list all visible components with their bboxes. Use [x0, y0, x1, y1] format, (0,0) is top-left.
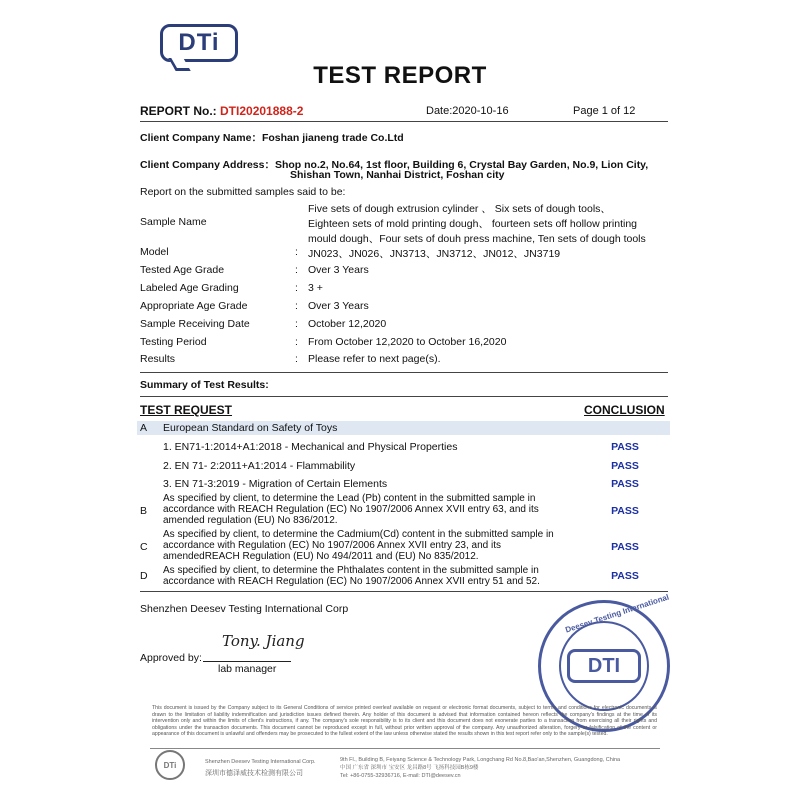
approver-role: lab manager [218, 663, 277, 675]
field-label: Tested Age Grade [140, 264, 225, 276]
sample-name-line: Five sets of dough extrusion cylinder 、 Six sets of dough tools、 [308, 203, 611, 215]
result-badge: PASS [611, 570, 639, 582]
result-badge: PASS [611, 541, 639, 553]
field-value: Please refer to next page(s). [308, 353, 441, 365]
conclusion-header: CONCLUSION [584, 403, 665, 417]
field-value: 3 + [308, 282, 323, 294]
request-line: amended regulation (EU) No 836/2012. [163, 515, 338, 526]
field-value: JN023、JN026、JN3713、JN3712、JN012、JN3719 [308, 248, 561, 260]
section-letter: D [140, 570, 148, 582]
section-rule [140, 591, 668, 592]
logo-text: DTi [178, 29, 220, 56]
section-rule [140, 396, 668, 397]
field-value: October 12,2020 [308, 318, 387, 330]
header-rule [140, 121, 668, 122]
field-colon: : [295, 300, 298, 312]
seal-text: Deesev Testing International [564, 592, 671, 635]
field-colon: : [295, 353, 298, 365]
request-line: accordance with REACH Regulation (EC) No 1907/2006 Annex XVII entry 51 and 52. [163, 576, 540, 587]
client-company-name [140, 130, 404, 145]
field-colon: : [295, 282, 298, 294]
field-label: Testing Period [140, 336, 207, 348]
report-number-value: DTI20201888-2 [220, 104, 304, 118]
field-colon: : [295, 318, 298, 330]
report-label: REPORT No.: [140, 104, 217, 118]
approved-by-label: Approved by: [140, 652, 202, 664]
samples-intro: Report on the submitted samples said to be: [140, 186, 346, 198]
field-label: Model [140, 246, 169, 258]
field-colon: : [295, 246, 298, 258]
seal-logo: DTI [567, 649, 641, 683]
result-badge: PASS [611, 505, 639, 517]
dti-logo [160, 24, 238, 62]
page-indicator: Page 1 of 12 [573, 105, 636, 117]
special-request-c [163, 529, 573, 562]
special-request-b [163, 493, 573, 526]
fine-print: This document is issued by the Company subject to its General Conditions of service printed overleaf available on request or electronic format documents, subject to terms and conditions for electronic documents is drawn to the limitation of liability indemnification and jurisdiction issues defined therein. Any holder of this document is advised that information contained hereon reflects the company's findings at the time of its intervention only and within the limits of client's instructions, if any. The company's sole responsibility is to its client and this document does not exonerate parties to a transaction from exercising all their rights and obligations under the transaction documents. This document cannot be reproduced except in full, without prior written approval of the company. Any unauthorized alteration, forgery or falsification of the content or appearance of this document is unlawful and offenders may be prosecuted to the fullest extent of the law unless otherwise stated the results shown in this test report refer only to the sample(s) tested. [152, 705, 657, 738]
section-letter: C [140, 541, 148, 553]
report-date: Date:2020-10-16 [426, 105, 509, 117]
sample-name-line: mould dough、Four sets of douh press machine, Ten sets of dough tools [308, 233, 646, 245]
section-rule [140, 372, 668, 373]
footer-address-cn: 中国 广东省 深圳市 宝安区 龙昌路8号 飞扬科技园B栋9楼 [340, 765, 479, 771]
signature-line [203, 661, 291, 662]
field-colon: : [295, 264, 298, 276]
field-label: Sample Name [140, 216, 207, 228]
client-company-label: Client Company Name： [140, 132, 262, 144]
request-line: As specified by client, to determine the Cadmium(Cd) content in the submitted sample in [163, 529, 554, 540]
request-line: amendedREACH Regulation (EU) No 494/2011 and (EU) No 835/2012. [163, 551, 479, 562]
field-label: Sample Receiving Date [140, 318, 250, 330]
test-item: 1. EN71-1:2014+A1:2018 - Mechanical and Physical Properties [163, 441, 458, 453]
result-badge: PASS [611, 441, 639, 453]
request-line: As specified by client, to determine the Phthalates content in the submitted sample in [163, 565, 539, 576]
field-label: Results [140, 353, 176, 365]
request-line: accordance with Regulation (EC) No 1907/2006 Annex XVII entry 23, and its [163, 540, 501, 551]
footer-company-cn: 深圳市德泽威技术检测有限公司 [205, 770, 303, 777]
client-address-line1: Shop no.2, No.64, 1st floor, Building 6, Crystal Bay Garden, No.9, Lion City, [274, 159, 649, 171]
footer-company-en: Shenzhen Deesev Testing International Corp. [205, 759, 316, 765]
company-name: Shenzhen Deesev Testing International Corp [140, 603, 349, 615]
field-value: From October 12,2020 to October 16,2020 [308, 336, 507, 348]
result-badge: PASS [611, 478, 639, 490]
footer-rule [150, 748, 660, 749]
footer-address-en: 9th Fl., Building B, Feiyang Science & Technology Park, Longchang Rd No.8,Bao'an,Shenzhen, Guangdong, China [340, 757, 621, 763]
client-address-line2: Shishan Town, Nanhai District, Foshan city [290, 169, 505, 181]
result-badge: PASS [611, 460, 639, 472]
special-request-d [163, 565, 573, 587]
client-company-value: Foshan jianeng trade Co.Ltd [261, 132, 404, 144]
test-item: 2. EN 71- 2:2011+A1:2014 - Flammability [163, 460, 356, 472]
section-letter: B [140, 505, 148, 517]
field-colon: : [295, 336, 298, 348]
test-item: 3. EN 71-3:2019 - Migration of Certain Elements [163, 478, 388, 490]
signature: Tony. Jiang [222, 632, 305, 650]
section-letter: A [140, 422, 148, 434]
client-address-label: Client Company Address： [140, 159, 275, 171]
page-title: TEST REPORT [313, 62, 487, 89]
test-request-header: TEST REQUEST [140, 403, 233, 417]
summary-title: Summary of Test Results: [140, 379, 269, 391]
field-value: Over 3 Years [308, 264, 369, 276]
field-value: Over 3 Years [308, 300, 369, 312]
footer-contact: Tel: +86-0755-32936716, E-mail: DTI@deesev.cn [340, 773, 461, 779]
sample-name-line: Eighteen sets of mold printing dough、 fourteen sets off hollow printing [308, 218, 638, 230]
report-number [140, 104, 303, 118]
section-a-title: European Standard on Safety of Toys [163, 422, 338, 434]
footer-logo: DTi [155, 750, 185, 780]
request-line: As specified by client, to determine the Lead (Pb) content in the submitted sample in [163, 493, 536, 504]
field-label: Labeled Age Grading [140, 282, 239, 294]
request-line: accordance with REACH Regulation (EC) No 1907/2006 Annex XVII entry 63, and its [163, 504, 539, 515]
field-label: Appropriate Age Grade [140, 300, 248, 312]
